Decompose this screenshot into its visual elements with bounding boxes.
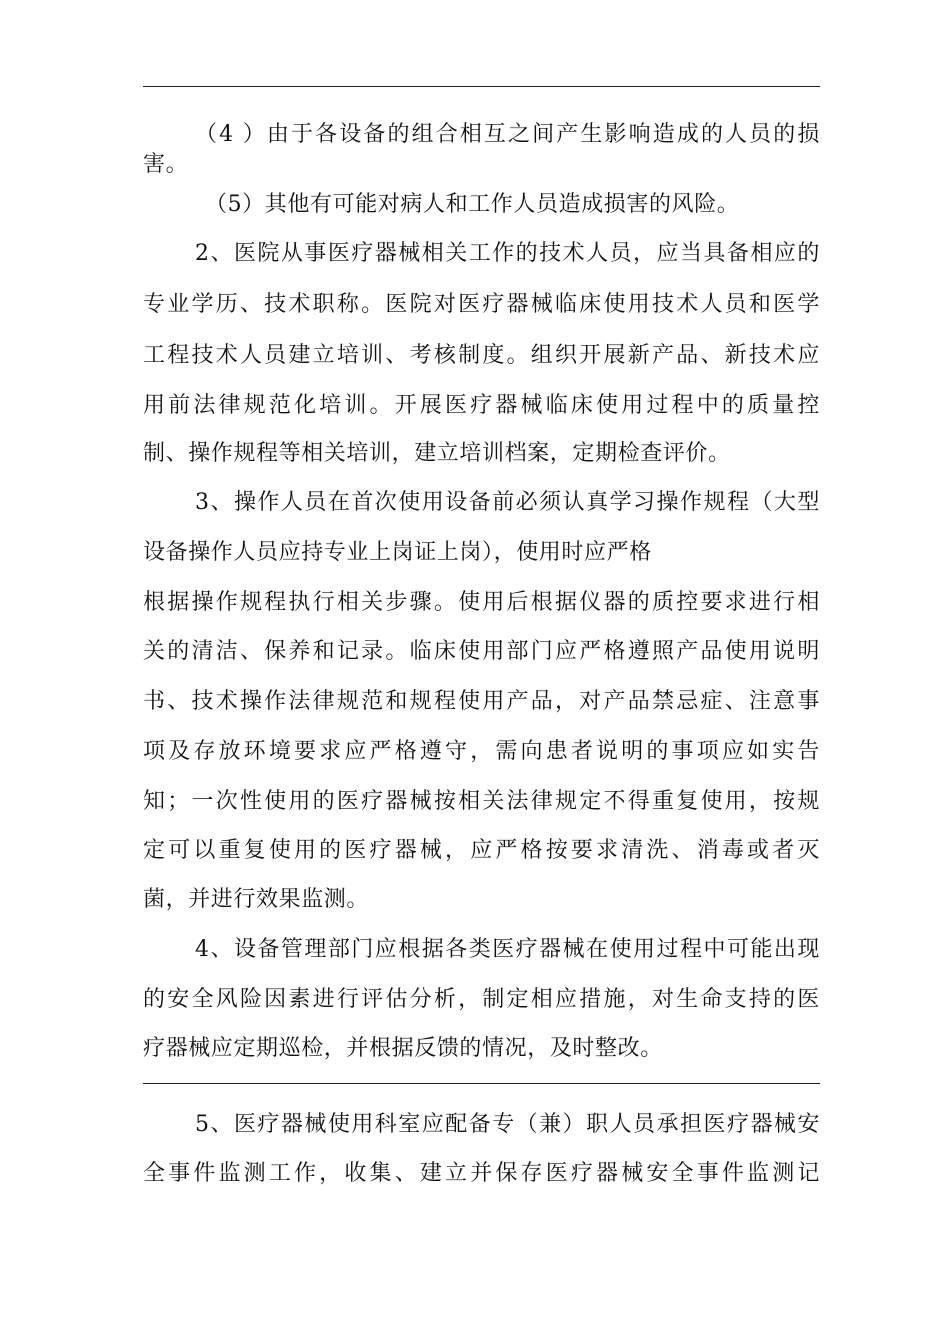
paragraph-line: 定可以重复使用的医疗器械，应严格按要求清洗、消毒或者灭	[143, 838, 820, 863]
paragraph-line: 害。	[143, 152, 189, 177]
paragraph-line: 书、技术操作法律规范和规程使用产品，对产品禁忌症、注意事	[143, 689, 820, 714]
paragraph-line: 3、操作人员在首次使用设备前必须认真学习操作规程（大型	[195, 490, 820, 515]
paragraph-line: 工程技术人员建立培训、考核制度。组织开展新产品、新技术应	[143, 343, 820, 368]
paragraph-line: 制、操作规程等相关培训，建立培训档案，定期检查评价。	[143, 441, 731, 466]
top-divider	[143, 86, 820, 87]
paragraph-line: 关的清洁、保养和记录。临床使用部门应严格遵照产品使用说明	[143, 639, 820, 664]
paragraph-line: 专业学历、技术职称。医院对医疗器械临床使用技术人员和医学	[143, 292, 820, 317]
paragraph-line: 项及存放环境要求应严格遵守，需向患者说明的事项应如实告	[143, 739, 820, 764]
paragraph-line: 2、医院从事医疗器械相关工作的技术人员，应当具备相应的	[195, 241, 820, 266]
bottom-divider	[143, 1083, 820, 1084]
paragraph-line: （4 ）由于各设备的组合相互之间产生影响造成的人员的损	[195, 122, 820, 147]
paragraph-line: 的安全风险因素进行评估分析，制定相应措施，对生命支持的医	[143, 987, 820, 1012]
paragraph-line: 4、设备管理部门应根据各类医疗器械在使用过程中可能出现	[195, 937, 820, 962]
paragraph-line: 5、医疗器械使用科室应配备专（兼）职人员承担医疗器械安	[195, 1112, 820, 1137]
paragraph-line: 疗器械应定期巡检，并根据反馈的情况，及时整改。	[143, 1036, 663, 1061]
paragraph-line: 设备操作人员应持专业上岗证上岗），使用时应严格	[143, 540, 652, 565]
paragraph-line: 根据操作规程执行相关步骤。使用后根据仪器的质控要求进行相	[143, 590, 820, 615]
paragraph-line: 用前法律规范化培训。开展医疗器械临床使用过程中的质量控	[143, 393, 820, 418]
paragraph-line: （5）其他有可能对病人和工作人员造成损害的风险。	[205, 192, 740, 217]
paragraph-line: 菌，并进行效果监测。	[143, 887, 370, 912]
paragraph-line: 全事件监测工作，收集、建立并保存医疗器械安全事件监测记	[143, 1161, 820, 1186]
paragraph-line: 知；一次性使用的医疗器械按相关法律规定不得重复使用，按规	[143, 789, 820, 814]
